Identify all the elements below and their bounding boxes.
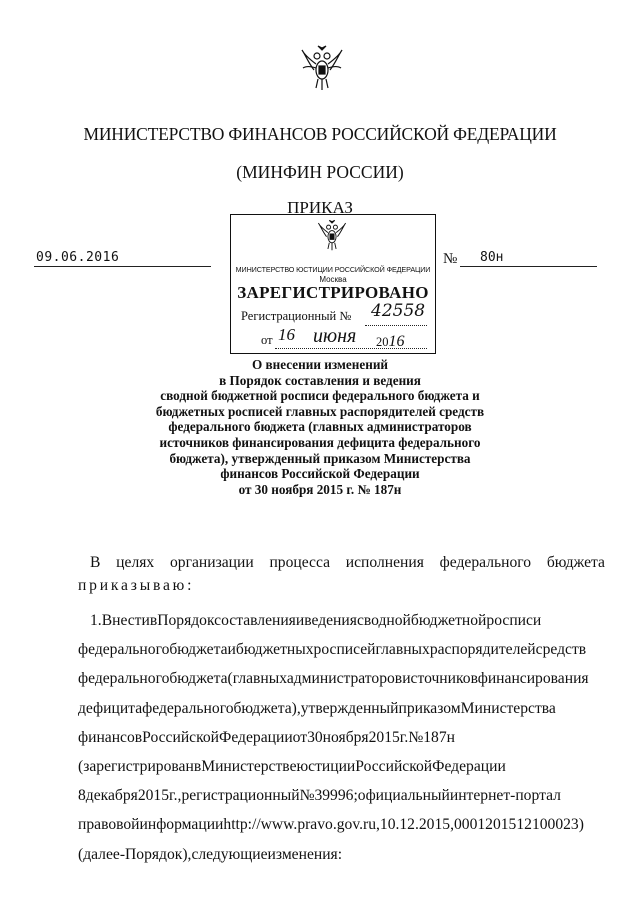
word: Министерства — [460, 699, 556, 717]
order-directive: приказываю: — [78, 577, 195, 594]
word: федерального — [142, 699, 234, 717]
stamp-date-prefix: от — [261, 333, 273, 347]
word: росписи — [486, 612, 542, 629]
word: администраторов — [286, 670, 403, 688]
paragraph-line — [78, 694, 605, 723]
word: регистрационный — [181, 787, 300, 805]
registration-stamp — [230, 214, 436, 354]
ministry-name: МИНИСТЕРСТВО ФИНАНСОВ РОССИЙСКОЙ ФЕДЕРАЦИИ — [83, 124, 557, 144]
word: бюджетных — [235, 641, 314, 659]
word: № — [299, 787, 315, 805]
word: в — [149, 612, 158, 629]
stamp-ministry: МИНИСТЕРСТВО ЮСТИЦИИ РОССИЙСКОЙ ФЕДЕРАЦИИ — [235, 265, 431, 274]
word: 39996; — [314, 787, 358, 805]
ministry-short-name: (МИНФИН РОССИИ) — [236, 162, 404, 182]
word: средств — [535, 641, 587, 659]
word: интернет-портал — [449, 787, 561, 805]
word: 10.12.2015, — [379, 816, 454, 834]
word: от — [292, 728, 308, 746]
paragraph-line — [78, 840, 605, 869]
word: Федерации — [432, 758, 506, 776]
word: 30 — [307, 728, 323, 746]
word: 2015 — [137, 787, 170, 805]
word: Министерстве — [201, 758, 297, 776]
subject-line: бюджетных росписей главных распорядителей средств — [155, 403, 485, 419]
word: финансирования — [477, 670, 589, 688]
word: бюджета), — [233, 699, 301, 717]
subject-line: О внесении изменений — [251, 357, 389, 372]
number-sign: № — [443, 251, 458, 267]
word: федерального — [439, 554, 532, 571]
word: Порядок), — [125, 845, 192, 863]
word: федерального — [78, 641, 170, 659]
paragraph-line — [78, 635, 605, 664]
stamp-date-line — [275, 348, 427, 349]
word: источников — [402, 670, 478, 688]
word: процесса — [269, 554, 331, 571]
word: Федерации — [219, 728, 293, 746]
word: сводной — [356, 612, 411, 629]
document-type: ПРИКАЗ — [287, 198, 353, 217]
intro-line — [78, 548, 605, 577]
paragraph-1 — [78, 606, 605, 869]
word: декабря — [85, 787, 138, 805]
word: главных — [375, 641, 430, 659]
word: http://www.pravo.gov.ru, — [223, 816, 380, 834]
word: г. — [399, 728, 409, 746]
stamp-date-month: июня — [313, 325, 357, 347]
word: Внести — [101, 612, 150, 629]
word: 2015 — [368, 728, 400, 746]
word: изменения: — [267, 845, 343, 863]
paragraph-line — [78, 664, 605, 693]
word: - — [119, 845, 126, 863]
stamp-coat-of-arms-icon — [317, 219, 347, 253]
word: 8 — [78, 787, 86, 805]
word: 0001201512100023) — [453, 816, 584, 834]
word: юстиции — [296, 758, 356, 776]
word: г., — [169, 787, 182, 805]
word: Порядок — [157, 612, 215, 629]
word: следующие — [191, 845, 268, 863]
order-number: 80н — [480, 250, 504, 265]
word: ноября — [322, 728, 369, 746]
stamp-date-day: 16 — [278, 325, 295, 344]
word: № — [408, 728, 424, 746]
intro-paragraph — [78, 548, 605, 577]
word: дефицита — [78, 699, 143, 717]
stamp-status: ЗАРЕГИСТРИРОВАНО — [237, 283, 429, 302]
word: и — [295, 612, 305, 629]
word: (зарегистрирован — [78, 758, 194, 776]
stamp-year-prefix: 20 — [376, 335, 389, 349]
paragraph-line — [78, 781, 605, 810]
word: (далее — [78, 845, 120, 863]
paragraph-line — [78, 810, 605, 839]
word: распорядителей — [429, 641, 536, 659]
word: правовой — [78, 816, 140, 834]
stamp-reg-line — [365, 325, 427, 326]
subject-line: федерального бюджета (главных администраторов — [168, 419, 472, 435]
word: 1. — [90, 612, 102, 629]
word: росписей — [313, 641, 376, 659]
word: приказом — [398, 699, 461, 717]
word: бюджета — [546, 554, 605, 571]
word: бюджета — [169, 670, 228, 688]
word: финансов — [78, 728, 143, 746]
stamp-year-suffix: 16 — [388, 333, 405, 350]
order-date: 09.06.2016 — [36, 250, 120, 265]
word: бюджета — [169, 641, 228, 659]
subject-line: источников финансирования дефицита федерального — [159, 434, 481, 450]
word: федерального — [78, 670, 170, 688]
word: целях — [116, 554, 155, 571]
date-underline — [34, 266, 211, 267]
word: организации — [169, 554, 254, 571]
word: Российской — [355, 758, 433, 776]
coat-of-arms-icon — [300, 44, 344, 94]
word: бюджетной — [410, 612, 487, 629]
word: информации — [139, 816, 224, 834]
subject-line: бюджета), утвержденный приказом Министерства — [169, 450, 471, 466]
subject-line: сводной бюджетной росписи федерального бюджета и — [160, 388, 480, 404]
stamp-reg-number: 42558 — [371, 301, 426, 321]
word: исполнения — [345, 554, 424, 571]
word: и — [227, 641, 236, 659]
order-subject — [120, 357, 520, 497]
word: утвержденный — [300, 699, 399, 717]
subject-line: от 30 ноября 2015 г. № 187н — [238, 481, 402, 497]
word: составления — [214, 612, 296, 629]
word: 187н — [423, 728, 455, 746]
word: официальный — [357, 787, 450, 805]
stamp-city: Москва — [319, 275, 347, 284]
paragraph-line — [78, 752, 605, 781]
paragraph-line — [78, 606, 605, 635]
word: в — [193, 758, 202, 776]
number-underline — [460, 266, 597, 267]
stamp-reg-label: Регистрационный № — [241, 309, 352, 323]
word: (главных — [227, 670, 287, 688]
paragraph-line — [78, 723, 605, 752]
subject-line: финансов Российской Федерации — [220, 466, 420, 482]
word: Российской — [142, 728, 220, 746]
word: В — [90, 554, 101, 571]
subject-line: в Порядок составления и ведения — [219, 372, 421, 388]
word: ведения — [304, 612, 357, 629]
